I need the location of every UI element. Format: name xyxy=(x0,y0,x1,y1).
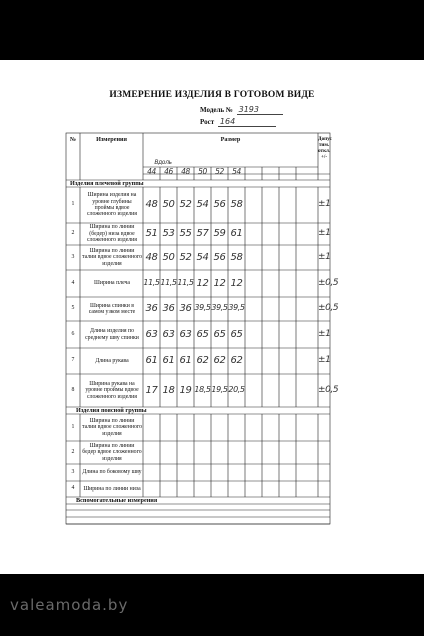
size-value-cell: 36 xyxy=(145,303,158,314)
row-label: Ширина изделия на уровне глубины проймы вдвое сложенного изделия xyxy=(87,192,137,218)
tolerance-cell: ±1 xyxy=(318,328,331,339)
row-number: 1 xyxy=(71,201,75,207)
size-col-6: 54 xyxy=(232,167,241,176)
col-num-header: № xyxy=(69,136,77,143)
size-value-cell: 12 xyxy=(196,277,209,289)
col-tolerance-header: Допус тим. откл. +/- xyxy=(318,136,332,160)
size-value-cell: 54 xyxy=(196,199,209,210)
size-value-cell: 62 xyxy=(230,355,243,366)
size-value-cell: 51 xyxy=(145,228,158,239)
row-label: Ширина рукава на уровне проймы вдвое сложенного изделия xyxy=(85,380,139,400)
row-number: 4 xyxy=(71,485,75,491)
size-value-cell: 48 xyxy=(145,251,158,263)
watermark: valeamoda.by xyxy=(10,596,129,614)
size-value-cell: 61 xyxy=(145,355,158,366)
group-waist-title: Изделия поясной группы xyxy=(76,407,147,414)
size-value-cell: 36 xyxy=(162,303,175,314)
row-number: 5 xyxy=(71,305,75,311)
row-number: 2 xyxy=(71,230,75,236)
row-label: Длина изделия по среднему шву спинки xyxy=(85,328,139,341)
size-value-cell: 62 xyxy=(196,355,209,366)
size-value-cell: 39,5 xyxy=(228,303,245,312)
height-value: 164 xyxy=(218,118,276,127)
height-label: Рост xyxy=(200,118,215,126)
size-value-cell: 65 xyxy=(213,328,226,340)
row-number: 7 xyxy=(71,357,75,363)
size-value-cell: 20,5 xyxy=(228,384,245,394)
tolerance-cell: ±0,5 xyxy=(318,303,339,313)
size-col-4: 50 xyxy=(198,167,207,176)
row-number: 2 xyxy=(71,448,75,455)
row-number: 3 xyxy=(71,468,75,475)
size-value-cell: 61 xyxy=(230,228,243,239)
size-value-cell: 54 xyxy=(196,251,209,263)
row-label: Ширина по линии низа xyxy=(83,485,141,492)
size-value-cell: 61 xyxy=(162,355,175,366)
size-value-cell: 55 xyxy=(179,228,192,239)
row-label: Ширина по линии талии вдвое сложенного изделия xyxy=(82,247,142,267)
size-value-cell: 48 xyxy=(145,199,158,210)
size-value-cell: 18 xyxy=(162,384,175,396)
size-note: Вдоль xyxy=(154,159,172,166)
tolerance-cell: ±1 xyxy=(318,251,331,262)
size-value-cell: 11,5 xyxy=(160,277,177,287)
size-value-cell: 65 xyxy=(230,328,243,340)
group-aux-title: Вспомогательные измерения xyxy=(76,497,158,504)
size-value-cell: 56 xyxy=(213,251,226,263)
col-measure-header: Измерения xyxy=(96,136,127,143)
size-value-cell: 58 xyxy=(230,199,243,210)
row-label: Ширина плеча xyxy=(94,280,130,287)
row-number: 8 xyxy=(71,386,75,393)
row-label: Ширина по линии талии вдвое сложенного изделия xyxy=(82,417,142,437)
row-number: 6 xyxy=(71,330,75,337)
size-value-cell: 11,5 xyxy=(143,277,160,287)
size-value-cell: 39,5 xyxy=(194,303,211,312)
size-value-cell: 57 xyxy=(196,228,209,239)
model-value: 3193 xyxy=(237,106,283,115)
size-value-cell: 53 xyxy=(162,228,175,239)
row-label: Длина по боковому шву xyxy=(82,469,142,476)
size-value-cell: 59 xyxy=(213,228,226,239)
size-value-cell: 61 xyxy=(179,355,192,366)
tolerance-cell: ±0,5 xyxy=(318,277,339,288)
size-value-cell: 63 xyxy=(162,328,175,340)
size-col-3: 48 xyxy=(181,167,190,176)
size-value-cell: 63 xyxy=(179,328,192,340)
size-value-cell: 50 xyxy=(162,199,175,210)
model-label: Модель № xyxy=(200,106,233,114)
size-value-cell: 62 xyxy=(213,355,226,366)
size-value-cell: 56 xyxy=(213,199,226,210)
size-value-cell: 18,5 xyxy=(194,384,211,394)
size-col-5: 52 xyxy=(215,167,224,176)
row-label: Ширина спинки в самом узком месте xyxy=(88,302,136,315)
row-label: Ширина по линии бедер вдвое сложенного изделия xyxy=(82,442,142,462)
row-number: 3 xyxy=(71,253,75,260)
size-col-1: 44 xyxy=(147,167,156,176)
size-value-cell: 65 xyxy=(196,328,209,340)
size-value-cell: 12 xyxy=(213,277,226,289)
group-shoulder-title: Изделия плечевой группы xyxy=(70,180,144,187)
size-value-cell: 19 xyxy=(179,384,192,396)
size-value-cell: 11,5 xyxy=(177,277,194,287)
size-value-cell: 52 xyxy=(179,199,192,210)
document-title: ИЗМЕРЕНИЕ ИЗДЕЛИЯ В ГОТОВОМ ВИДЕ xyxy=(109,90,315,100)
tolerance-cell: ±1 xyxy=(318,355,331,365)
row-label: Длина рукава xyxy=(95,357,129,364)
row-label: Ширина по линии (бедер) низа вдвое сложенного изделия xyxy=(87,224,137,244)
tolerance-cell: ±1 xyxy=(318,199,331,209)
tolerance-cell: ±1 xyxy=(318,228,331,238)
size-value-cell: 58 xyxy=(230,251,243,263)
size-value-cell: 52 xyxy=(179,251,192,263)
size-value-cell: 12 xyxy=(230,277,243,289)
size-value-cell: 50 xyxy=(162,251,175,263)
size-col-2: 46 xyxy=(164,167,173,176)
row-number: 1 xyxy=(71,423,75,430)
col-size-header: Размер xyxy=(220,136,241,143)
tolerance-cell: ±0,5 xyxy=(318,384,339,395)
size-value-cell: 19,5 xyxy=(211,384,228,394)
size-value-cell: 39,5 xyxy=(211,303,228,312)
row-number: 4 xyxy=(71,279,75,286)
size-value-cell: 63 xyxy=(145,328,158,340)
size-value-cell: 17 xyxy=(145,384,158,396)
size-value-cell: 36 xyxy=(179,303,192,314)
